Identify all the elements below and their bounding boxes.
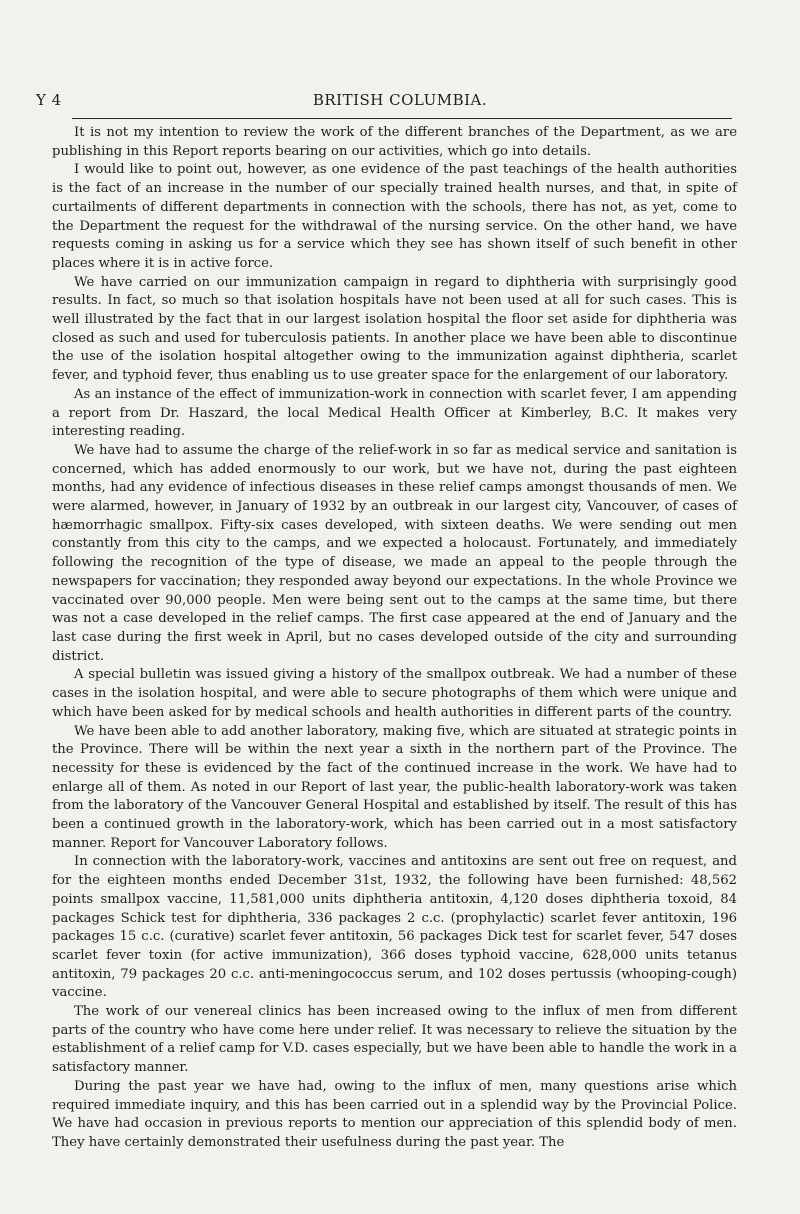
body-text	[52, 124, 737, 1153]
paragraph: We have been able to add another laboratory, making five, which are situated at strategic points in the Province. There will be within the next year a sixth in the northern part of the Province. The necessity for these is evidenced by the fact of the continued increase in the work. We have had to enlarge all of them. As noted in our Report of last year, the public-health laboratory-work was taken from the laboratory of the Vancouver General Hospital and established by itself. The result of this has been a continued growth in the laboratory-work, which has been carried out in a most satisfactory manner. Report for Vancouver Laboratory follows.	[52, 723, 737, 851]
paragraph: A special bulletin was issued giving a history of the smallpox outbreak. We had a number of these cases in the isolation hospital, and were able to secure photographs of them which were unique and which have been asked for by medical schools and health authorities in different parts of the country.	[52, 667, 737, 720]
paragraph: During the past year we have had, owing to the influx of men, many questions arise which required immediate inquiry, and this has been carried out in a splendid way by the Provincial Police. We have had occasion in previous reports to mention our appreciation of this splendid body of men. They have certainly demonstrated their usefulness during the past year. The	[52, 1078, 737, 1150]
paragraph: It is not my intention to review the work of the different branches of the Department, as we are publishing in this Report reports bearing on our activities, which go into details.	[52, 125, 737, 159]
paragraph: In connection with the laboratory-work, vaccines and antitoxins are sent out free on request, and for the eighteen months ended December 31st, 1932, the following have been furnished: 48,562 points smallpox vaccine, 11,581,000 units diphtheria antitoxin, 4,120 doses diphtheria toxoid, 84 packages Schick test for diphtheria, 336 packages 2 c.c. (prophylactic) scarlet fever antitoxin, 196 packages 15 c.c. (curative) scarlet fever antitoxin, 56 packages Dick test for scarlet fever, 547 doses scarlet fever toxin (for active immunization), 366 doses typhoid vaccine, 628,000 units tetanus antitoxin, 79 packages 20 c.c. anti-meningococcus serum, and 102 doses pertussis (whooping-cough) vaccine.	[52, 854, 737, 1001]
page-header	[36, 91, 764, 113]
paragraph: The work of our venereal clinics has been increased owing to the influx of men from different parts of the country who have come here under relief. It was necessary to relieve the situation by the establishment of a relief camp for V.D. cases especially, but we have been able to handle the work in a satisfactory manner.	[52, 1004, 737, 1076]
running-title: BRITISH COLUMBIA.	[312, 91, 488, 109]
paragraph: As an instance of the effect of immunization-work in connection with scarlet fever, I am appending a report from Dr. Haszard, the local Medical Health Officer at Kimberley, B.C. It makes very interesting reading.	[52, 386, 737, 440]
paragraph: I would like to point out, however, as one evidence of the past teachings of the health authorities is the fact of an increase in the number of our specially trained health nurses, and that, in spite of curtailments of different departments in connection with the schools, there has not, as yet, come to the Department the request for the withdrawal of the nursing service. On the other hand, we have requests coming in asking us for a service which they see has shown itself of such benefit in other places where it is in active force.	[52, 162, 737, 271]
header-rule	[72, 118, 732, 119]
paragraph: We have carried on our immunization campaign in regard to diphtheria with surprisingly good results. In fact, so much so that isolation hospitals have not been used at all for such cases. This is well illustrated by the fact that in our largest isolation hospital the floor set aside for diphtheria was closed as such and used for tuberculosis patients. In another place we have been able to discontinue the use of the isolation hospital altogether owing to the immunization against diphtheria, scarlet fever, and typhoid fever, thus enabling us to use greater space for the enlargement of our laboratory.	[52, 274, 737, 384]
paragraph: We have had to assume the charge of the relief-work in so far as medical service and sanitation is concerned, which has added enormously to our work, but we have not, during the past eighteen months, had any evidence of infectious diseases in these relief camps amongst thousands of men. We were alarmed, however, in January of 1932 by an outbreak in our largest city, Vancouver, of cases of hæmorrhagic smallpox. Fifty-six cases developed, with sixteen deaths. We were sending out men constantly from this city to the camps, and we expected a holocaust. Fortunately, and immediately following the recognition of the type of disease, we made an appeal to the people through the newspapers for vaccination; they responded away beyond our expectations. In the whole Province we vaccinated over 90,000 people. Men were being sent out to the camps at the same time, but there was not a case developed in the relief camps. The first case appeared at the end of January and the last case during the first week in April, but no cases developed outside of the city and surrounding district.	[52, 442, 737, 664]
page-number: Y 4	[36, 91, 62, 109]
